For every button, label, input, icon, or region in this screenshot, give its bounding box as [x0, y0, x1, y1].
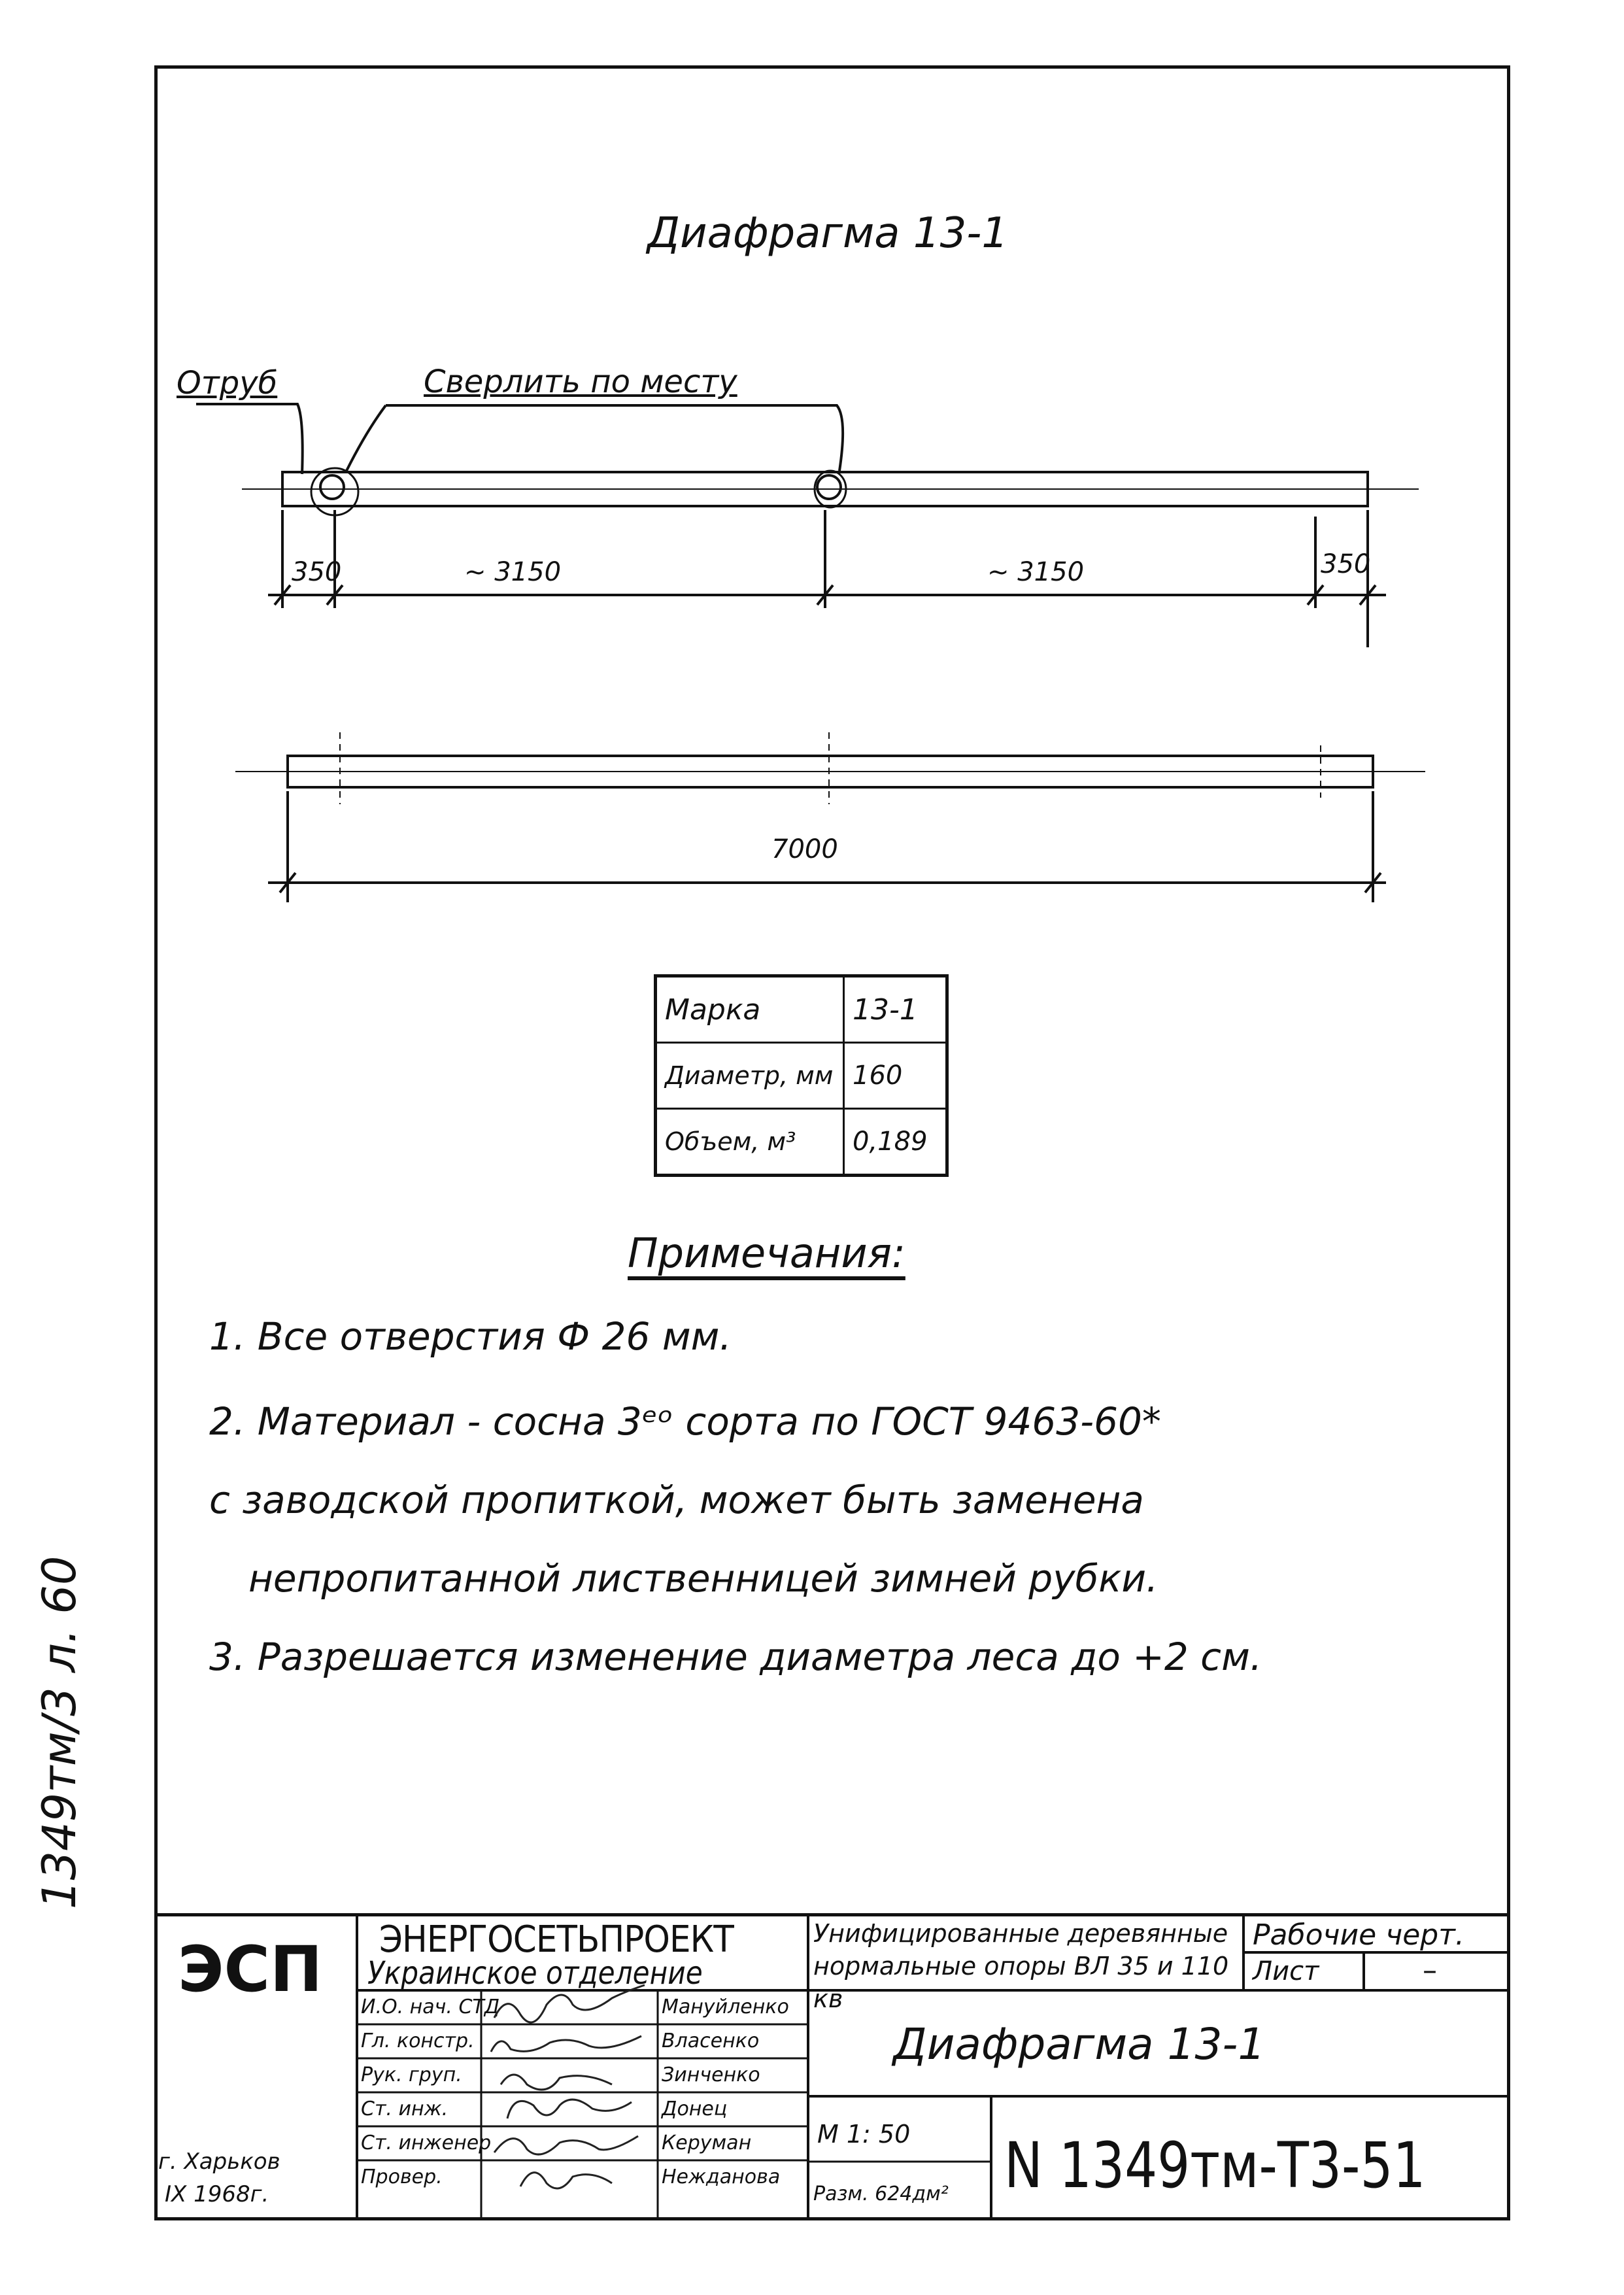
volume-label: Объем, м³ — [656, 1109, 844, 1176]
size: Разм. 624дм² — [813, 2183, 949, 2205]
note-2-cont-a: с заводской пропиткой, может быть заменена — [209, 1478, 1144, 1522]
beam-drawing — [0, 0, 1624, 928]
volume-value: 0,189 — [844, 1109, 947, 1176]
note-2: 2. Материал - сосна 3ᵉᵒ сорта по ГОСТ 9463-60* — [209, 1399, 1161, 1444]
role-3: Рук. груп. — [361, 2064, 462, 2086]
note-2-cont-b: непропитанной лиственницей зимней рубки. — [248, 1556, 1159, 1601]
drawing-title: Диафрагма 13-1 — [647, 209, 1009, 258]
name-2: Власенко — [662, 2030, 760, 2052]
table-row — [656, 976, 947, 1043]
name-1: Мануйленко — [662, 1996, 789, 2018]
note-1: 1. Все отверстия Ф 26 мм. — [209, 1314, 732, 1359]
name-5: Керуман — [662, 2132, 752, 2154]
city: г. Харьков — [158, 2149, 280, 2175]
callout-drill: Сверлить по месту — [424, 364, 737, 400]
role-1: И.О. нач. СТД — [361, 1996, 500, 2018]
dim-3150-right: ~ 3150 — [987, 557, 1085, 587]
name-6: Нежданова — [662, 2166, 781, 2188]
sheet-value: – — [1423, 1954, 1437, 1987]
notes-title: Примечания: — [628, 1229, 905, 1277]
name-4: Донец — [662, 2098, 728, 2120]
dim-3150-left: ~ 3150 — [464, 557, 562, 587]
mark-value: 13-1 — [844, 976, 947, 1043]
scale: М 1: 50 — [817, 2120, 911, 2149]
role-4: Ст. инж. — [361, 2098, 448, 2120]
sheet-title: Диафрагма 13-1 — [893, 2019, 1266, 2069]
diameter-value: 160 — [844, 1043, 947, 1109]
dim-350-left: 350 — [292, 557, 342, 587]
doc-number: N 1349тм-Т3-51 — [1004, 2129, 1426, 2202]
doc-kind: Рабочие черт. — [1253, 1918, 1464, 1952]
role-6: Провер. — [361, 2166, 443, 2188]
note-3: 3. Разрешается изменение диаметра леса до +2 см. — [209, 1635, 1262, 1679]
org-abbr: ЭСП — [178, 1933, 323, 2006]
mark-table — [654, 974, 949, 1177]
table-row — [656, 1043, 947, 1109]
hole-right — [817, 475, 841, 499]
dim-7000: 7000 — [771, 834, 838, 864]
title-block — [154, 1913, 1510, 2220]
hole-left — [320, 475, 344, 499]
project-title: Унифицированные деревянные нормальные опоры ВЛ 35 и 110 кв — [813, 1919, 1229, 2013]
role-2: Гл. констр. — [361, 2030, 475, 2052]
mark-label: Марка — [656, 976, 844, 1043]
name-3: Зинченко — [662, 2064, 760, 2086]
org-dept: Украинское отделение — [367, 1955, 703, 1992]
org-name: ЭНЕРГОСЕТЬПРОЕКТ — [379, 1918, 734, 1961]
date: IX 1968г. — [165, 2181, 269, 2207]
dim-350-right: 350 — [1321, 549, 1371, 579]
role-5: Ст. инженер — [361, 2132, 492, 2154]
table-row — [656, 1109, 947, 1176]
diameter-label: Диаметр, мм — [656, 1043, 844, 1109]
callout-otrub: Отруб — [177, 365, 278, 401]
sheet-label: Лист — [1253, 1956, 1319, 1986]
side-note: 1349тм/3 л. 60 — [33, 1556, 86, 1909]
